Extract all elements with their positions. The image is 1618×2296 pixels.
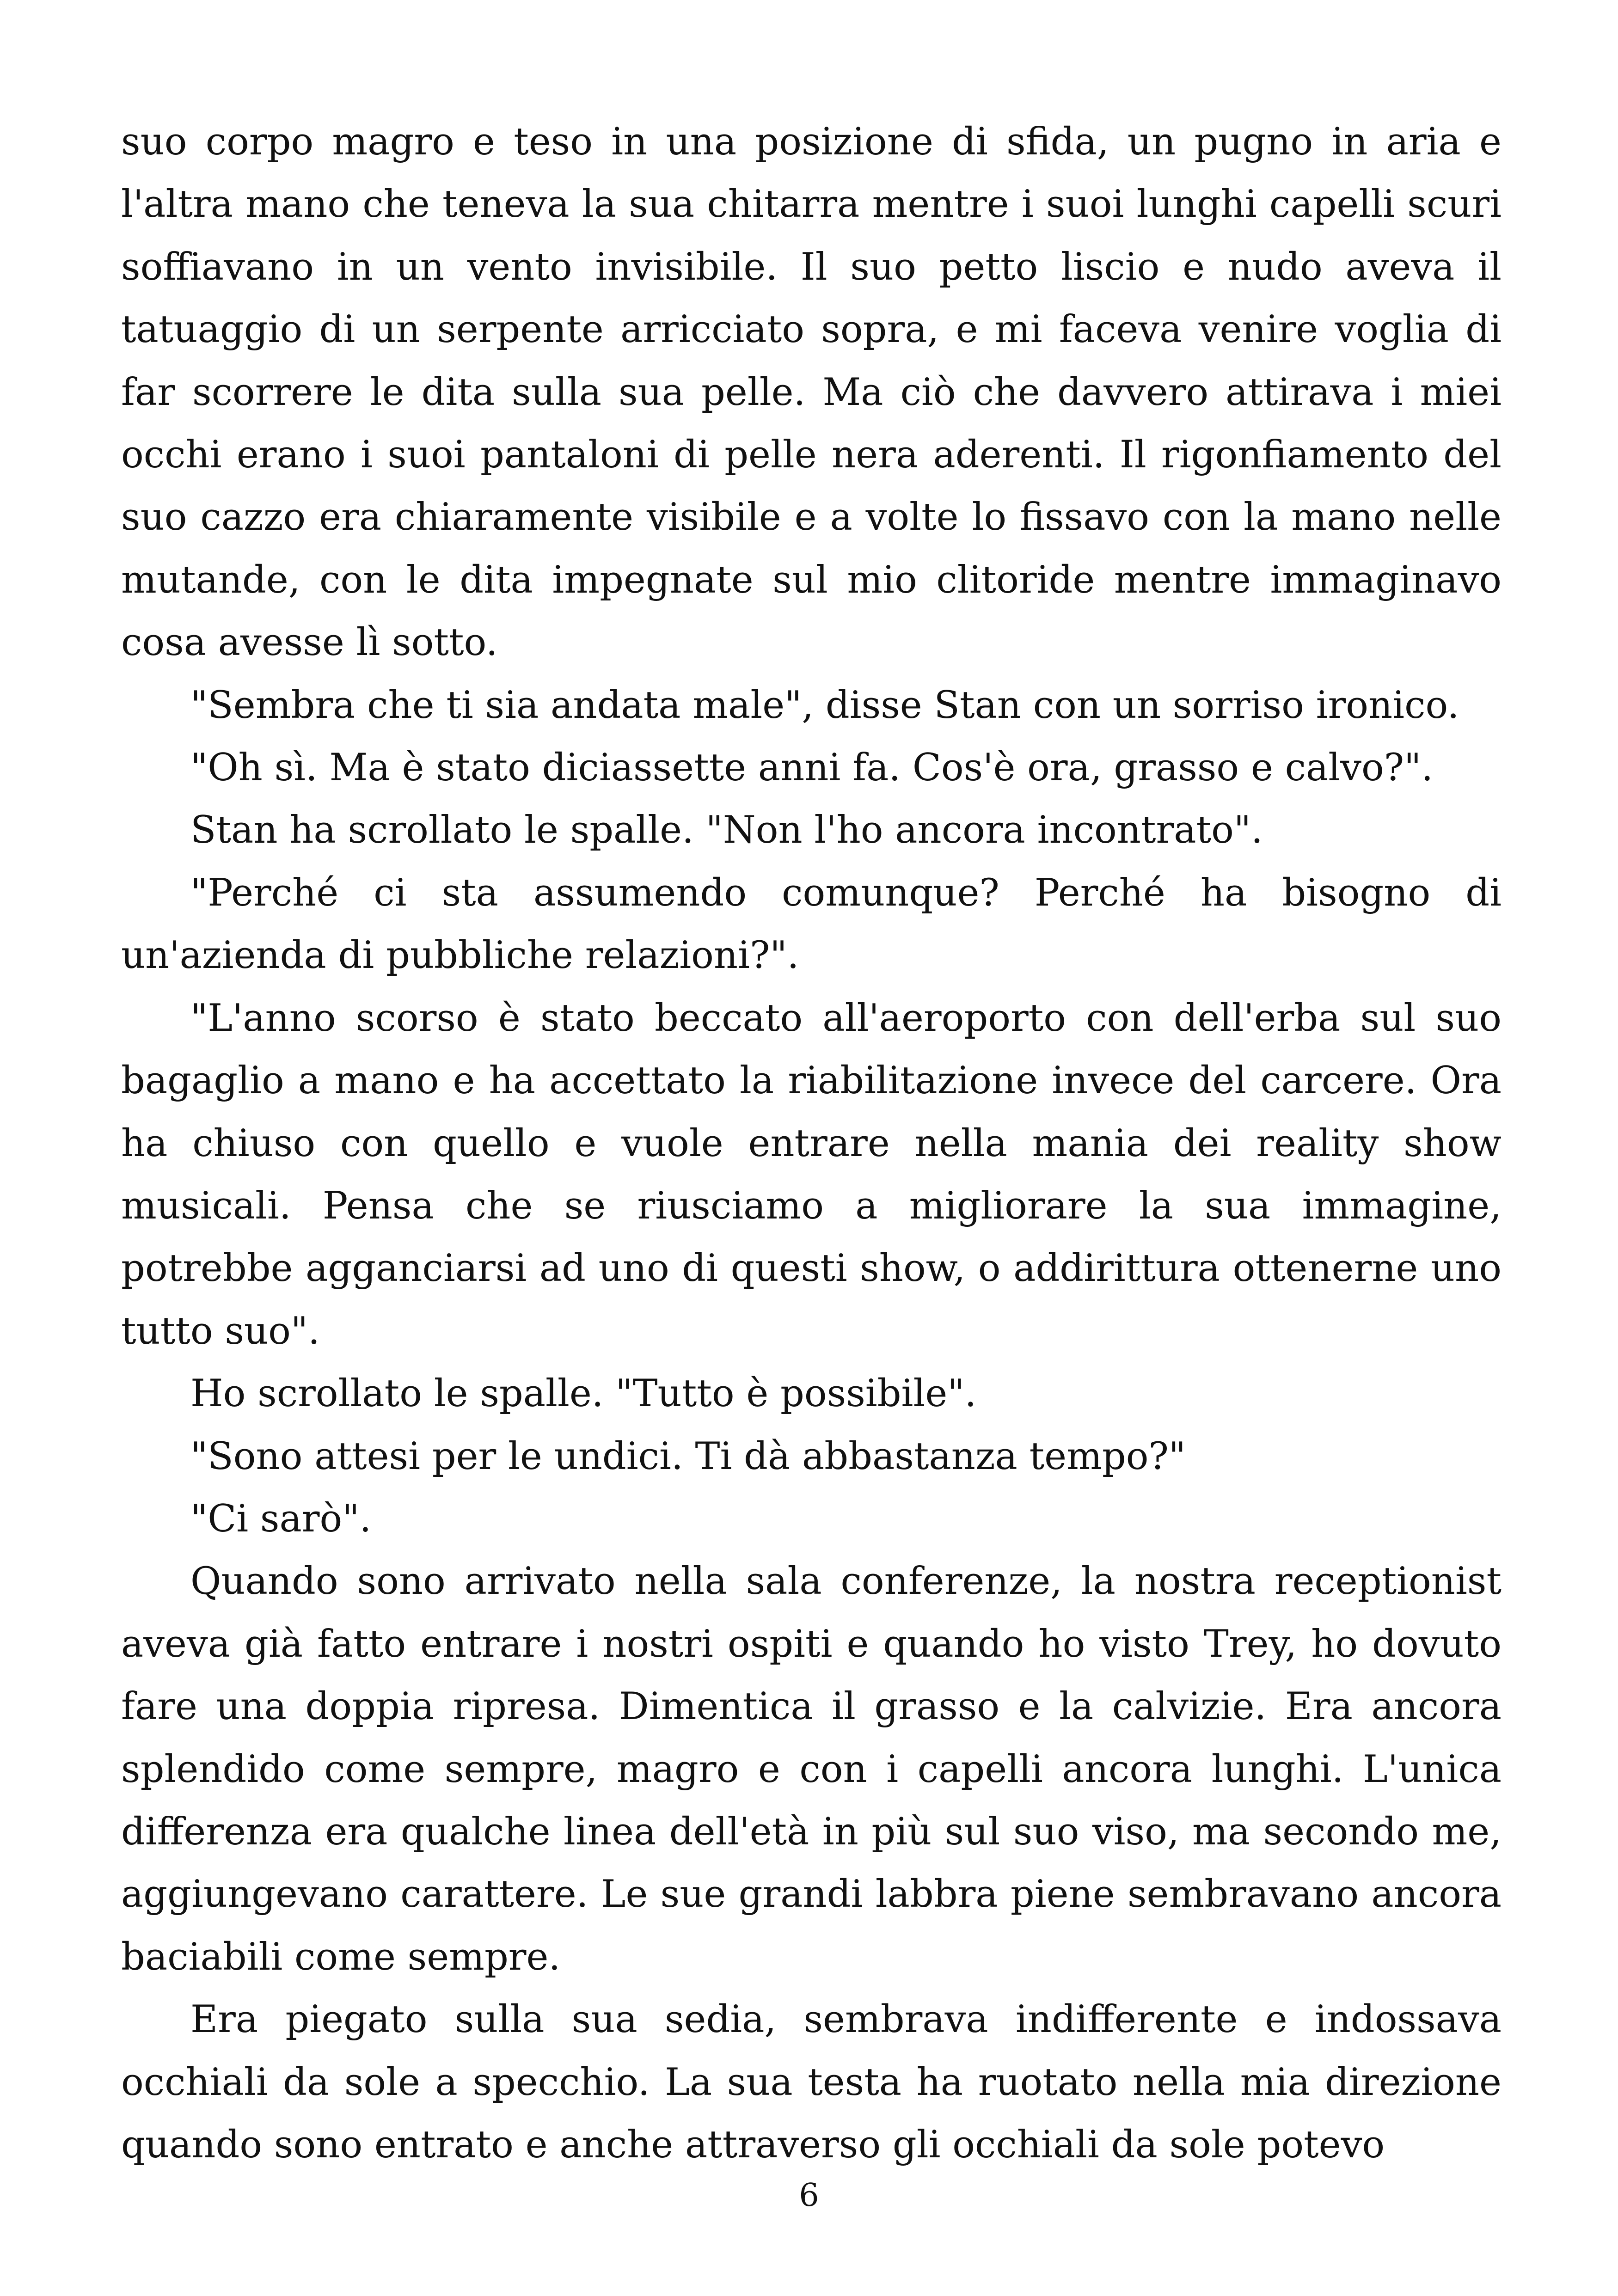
paragraph-7: Ho scrollato le spalle. "Tutto è possibile". bbox=[190, 1372, 977, 1416]
paragraph-11: Era piegato sulla sua sedia, sembrava indifferente e indossava occhiali da sole a specchio. La sua testa ha ruotato nella mia direzione quando sono entrato e anche attraverso gli occhiali da sole potevo bbox=[121, 1998, 1502, 2167]
paragraph-8: "Sono attesi per le undici. Ti dà abbastanza tempo?" bbox=[190, 1434, 1186, 1478]
paragraph-10: Quando sono arrivato nella sala conferenze, la nostra receptionist aveva già fatto entrare i nostri ospiti e quando ho visto Trey, ho dovuto fare una doppia ripresa. Dimentica il grasso e la calvizie. Era ancora splendido come sempre, magro e con i capelli ancora lunghi. L'unica differenza era qualche linea dell'età in più sul suo viso, ma secondo me, aggiungevano carattere. Le sue grandi labbra piene sembravano ancora baciabili come sempre. bbox=[121, 1560, 1502, 1979]
paragraph-9: "Ci sarò". bbox=[190, 1497, 372, 1541]
paragraph-1: suo corpo magro e teso in una posizione di sfida, un pugno in aria e l'altra mano che teneva la sua chitarra mentre i suoi lunghi capelli scuri soffiavano in un vento invisibile. Il suo petto liscio e nudo aveva il tatuaggio di un serpente arricciato sopra, e mi faceva venire voglia di far scorrere le dita sulla sua pelle. Ma ciò che davvero attirava i miei occhi erano i suoi pantaloni di pelle nera aderenti. Il rigonfiamento del suo cazzo era chiaramente visibile e a volte lo fissavo con la mano nelle mutande, con le dita impegnate sul mio clitoride mentre immaginavo cosa avesse lì sotto. bbox=[121, 120, 1502, 665]
paragraph-3: "Oh sì. Ma è stato diciassette anni fa. Cos'è ora, grasso e calvo?". bbox=[190, 746, 1434, 790]
paragraph-5: "Perché ci sta assumendo comunque? Perché ha bisogno di un'azienda di pubbliche relazioni?". bbox=[121, 871, 1502, 978]
page-number: 6 bbox=[799, 2177, 819, 2214]
paragraph-4: Stan ha scrollato le spalle. "Non l'ho ancora incontrato". bbox=[190, 808, 1263, 852]
paragraph-6: "L'anno scorso è stato beccato all'aeroporto con dell'erba sul suo bagaglio a mano e ha accettato la riabilitazione invece del carcere. Ora ha chiuso con quello e vuole entrare nella mania dei reality show musicali. Pensa che se riusciamo a migliorare la sua immagine, potrebbe agganciarsi ad uno di questi show, o addirittura ottenerne uno tutto suo". bbox=[121, 996, 1502, 1353]
body-text bbox=[121, 111, 1502, 2176]
paragraph-2: "Sembra che ti sia andata male", disse Stan con un sorriso ironico. bbox=[190, 683, 1459, 727]
